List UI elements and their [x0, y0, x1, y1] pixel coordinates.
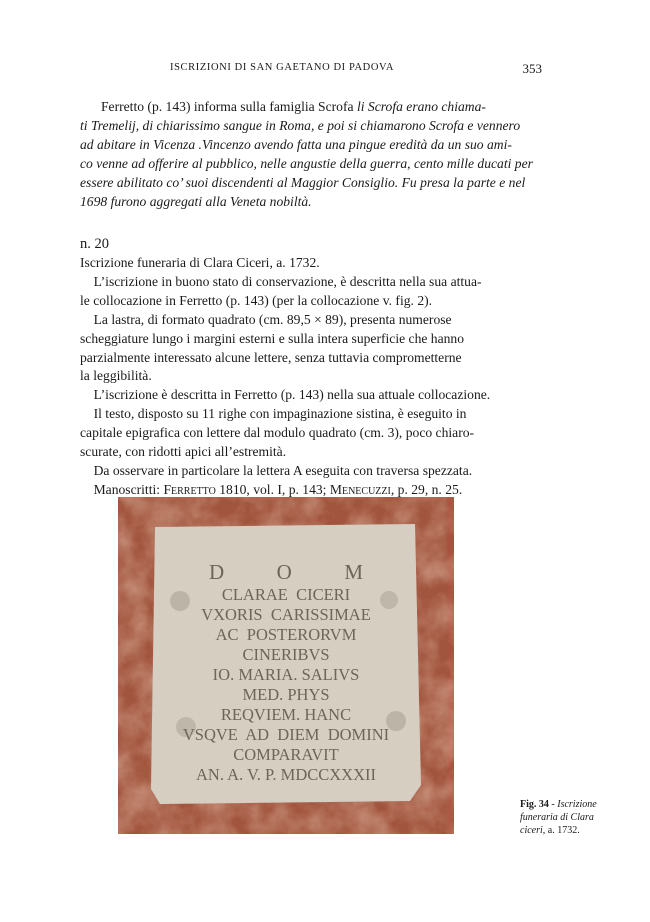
quote-line: ad abitare in Vicenza .Vincenzo avendo fatta una pingue eredità da un suo ami- — [80, 137, 512, 152]
entry-body — [80, 254, 520, 500]
inscription-line: COMPARAVIT — [233, 745, 339, 764]
slab-rivet-hole — [170, 591, 190, 611]
body-line: la leggibilità. — [80, 368, 152, 384]
inscription-line: D O M — [208, 560, 364, 584]
body-line: scurate, con ridotti apici all’estremità. — [80, 444, 287, 460]
inscription-photo — [118, 497, 454, 834]
running-head — [80, 62, 550, 80]
inscription-line: VSQVE AD DIEM DOMINI — [182, 725, 390, 744]
quote-line: essere abilitato co’ suoi discendenti al Maggior Consiglio. Fu presa la parte e nel — [80, 175, 526, 190]
body-line: Da osservare in particolare la lettera A eseguita con traversa spezzata. — [80, 462, 473, 478]
inscription-line: AC POSTERORVM — [215, 625, 357, 644]
quote-line: co venne ad offerire al pubblico, nelle angustie della guerra, cento mille ducati per — [80, 156, 533, 171]
running-title: ISCRIZIONI DI SAN GAETANO DI PADOVA — [170, 62, 395, 73]
manuscript-author-ferretto: Ferretto — [163, 481, 216, 497]
body-line: le collocazione in Ferretto (p. 143) (per la collocazione v. fig. 2). — [80, 292, 433, 308]
quote-italic-start: li Scrofa erano chiama- — [356, 99, 486, 114]
body-line: L’iscrizione è descritta in Ferretto (p. 143) nella sua attuale collocazione. — [80, 387, 491, 403]
caption-line — [520, 798, 620, 811]
caption-date: , a. 1732. — [542, 825, 580, 836]
inscription-line: VXORIS CARISSIMAE — [201, 605, 371, 624]
quote-roman-intro: Ferretto (p. 143) informa sulla famiglia Scrofa — [101, 99, 357, 114]
page-number: 353 — [522, 61, 542, 76]
body-line: parzialmente interessato alcune lettere, senza tuttavia comprometterne — [80, 349, 462, 365]
caption-line — [520, 824, 620, 837]
quote-line: 1698 furono aggregati alla Veneta nobiltà. — [80, 194, 312, 209]
manuscript-author-menecuzzi: Menecuzzi — [329, 481, 391, 497]
caption-text: Iscrizione — [557, 799, 597, 810]
body-line: Il testo, disposto su 11 righe con impaginazione sistina, è eseguito in — [80, 406, 467, 422]
entry-number: n. 20 — [80, 236, 109, 252]
quote-line: ti Tremelij, di chiarissimo sangue in Roma, e poi si chiamarono Scrofa e vennero — [80, 118, 521, 133]
inscription-line: CLARAE CICERI — [221, 585, 351, 604]
body-line: La lastra, di formato quadrato (cm. 89,5 × 89), presenta numerose — [80, 311, 452, 327]
quote-line — [80, 97, 517, 116]
manuscripts-prefix: Manoscritti: — [80, 481, 164, 497]
quote-paragraph — [80, 97, 533, 211]
manuscript-ref-1: 1810, vol. I, p. 143; — [215, 481, 330, 497]
body-line: Iscrizione funeraria di Clara Ciceri, a. 1732. — [80, 255, 320, 270]
inscription-line: AN. A. V. P. MDCCXXXII — [195, 765, 377, 784]
inscription-photo-svg — [118, 497, 454, 834]
body-line: scheggiature lungo i margini esterni e sulla intera superficie che hanno — [80, 330, 465, 346]
inscription-line: CINERIBVS — [242, 645, 330, 664]
body-line: capitale epigrafica con lettere dal modulo quadrato (cm. 3), poco chiaro- — [80, 425, 475, 441]
caption-dash: - — [548, 799, 558, 810]
caption-name: ciceri — [520, 825, 543, 836]
body-line: L’iscrizione in buono stato di conservazione, è descritta nella sua attua- — [80, 273, 482, 289]
caption-line: funeraria di Clara — [520, 812, 594, 823]
slab-rivet-hole — [380, 591, 398, 609]
figure-caption — [520, 798, 620, 837]
inscription-line: REQVIEM. HANC — [220, 705, 352, 724]
inscription-line: MED. PHYS — [242, 685, 330, 704]
caption-fig-label: Fig. 34 — [520, 799, 549, 810]
inscription-line: IO. MARIA. SALIVS — [212, 665, 360, 684]
manuscript-ref-2: , p. 29, n. 25. — [390, 481, 463, 497]
